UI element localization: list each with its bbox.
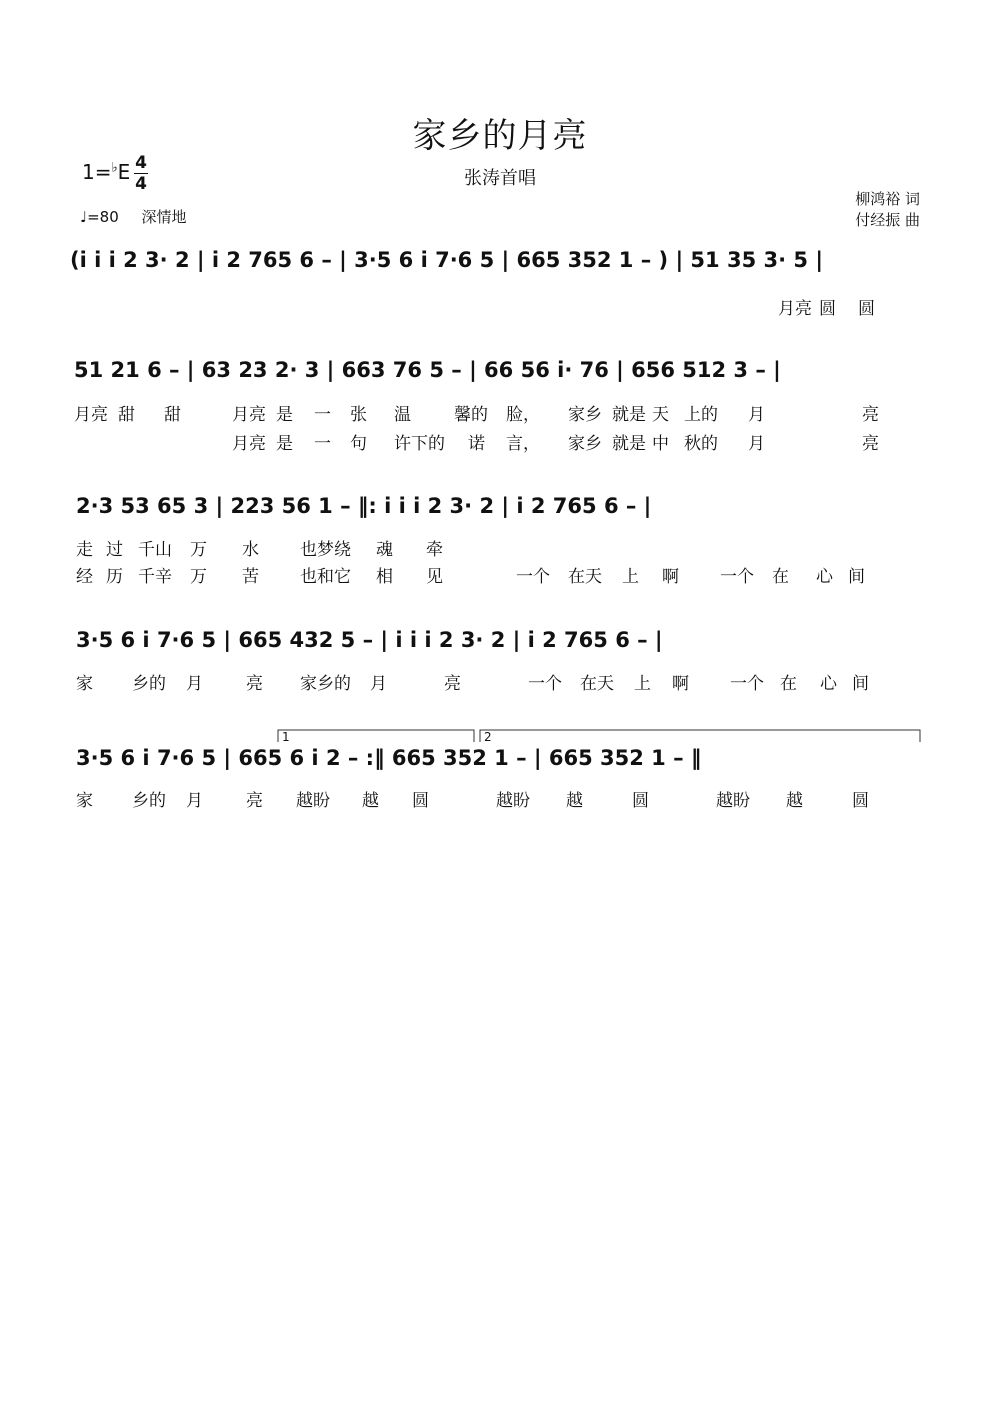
lyric: 一个	[528, 674, 562, 694]
lyric: 越	[786, 791, 803, 811]
tempo-value: =80	[87, 208, 119, 226]
lyric: 在	[780, 674, 797, 694]
lyric: 见	[426, 567, 443, 587]
lyric: 过	[106, 540, 123, 560]
lyric: 圆	[852, 791, 869, 811]
lyric: 越	[362, 791, 379, 811]
lyric: 千辛	[138, 567, 172, 587]
lyric: 走	[76, 540, 93, 560]
lyric: 许下的	[394, 434, 445, 454]
lyric: 上的	[684, 405, 718, 425]
expression-marking: 深情地	[141, 208, 187, 226]
lyric: 亮	[444, 674, 461, 694]
volta-1-bracket	[278, 730, 474, 742]
lyric: 越盼	[296, 791, 330, 811]
lyric: 诺	[468, 434, 485, 454]
quarter-note-icon: ♩	[80, 208, 88, 226]
lyric: 月亮	[778, 299, 812, 319]
lyricist-credit: 柳鸿裕 词	[855, 190, 920, 208]
system-5-notes: 3·5 6 i 7·6 5 | 665 6 i 2 – :‖ 665 352 1 – | 665 352 1 – ‖	[76, 746, 702, 770]
volta-2-label: 2	[484, 730, 492, 744]
lyric: 苦	[242, 567, 259, 587]
lyric: 月亮	[74, 405, 108, 425]
lyric: 温	[394, 405, 411, 425]
lyric: 心	[816, 567, 833, 587]
lyric: 历	[106, 567, 123, 587]
lyric: 张	[350, 405, 367, 425]
lyric: 甜	[164, 405, 181, 425]
lyric: 圆	[858, 299, 875, 319]
lyric: 亮	[246, 791, 263, 811]
lyric: 千山	[138, 540, 172, 560]
lyric: 万	[190, 540, 207, 560]
system-1-notes: (i i i 2 3· 2 | i 2 765 6 – | 3·5 6 i 7·6 5 | 665 352 1 – ) | 51 35 3· 5 |	[70, 248, 823, 272]
lyric: 圆	[819, 299, 836, 319]
lyric: 一个	[720, 567, 754, 587]
lyric: 馨的	[454, 405, 488, 425]
lyric: 上	[622, 567, 639, 587]
lyric: 乡的	[132, 674, 166, 694]
lyric: 一个	[516, 567, 550, 587]
lyric: 月	[748, 434, 765, 454]
lyric: 啊	[672, 674, 689, 694]
lyric: 是	[276, 405, 293, 425]
lyric: 牵	[426, 540, 443, 560]
system-2-notes: 51 21 6 – | 63 23 2· 3 | 663 76 5 – | 66 56 i· 76 | 656 512 3 – |	[74, 358, 781, 382]
lyric: 乡的	[132, 791, 166, 811]
lyric: 天	[652, 405, 669, 425]
lyric: 脸，	[506, 405, 540, 425]
lyric: 家	[76, 791, 93, 811]
lyric: 家乡的	[300, 674, 351, 694]
time-denominator: 4	[135, 174, 147, 194]
lyric: 也梦绕	[300, 540, 351, 560]
lyric: 是	[276, 434, 293, 454]
song-title: 家乡的月亮	[412, 116, 588, 156]
lyric: 圆	[412, 791, 429, 811]
lyric: 中	[652, 434, 669, 454]
volta-2-bracket	[480, 730, 920, 742]
lyric: 在天	[568, 567, 602, 587]
lyric: 秋的	[684, 434, 718, 454]
lyric: 亮	[246, 674, 263, 694]
lyric: 月亮	[232, 405, 266, 425]
lyric: 魂	[376, 540, 393, 560]
key-label: 1=	[82, 160, 112, 184]
singer-credit: 张涛首唱	[464, 168, 536, 189]
volta-1-label: 1	[282, 730, 290, 744]
lyric: 圆	[632, 791, 649, 811]
lyric: 水	[242, 540, 259, 560]
lyric: 月	[748, 405, 765, 425]
lyric: 在	[772, 567, 789, 587]
lyric: 句	[350, 434, 367, 454]
lyric: 在天	[580, 674, 614, 694]
lyric: 啊	[662, 567, 679, 587]
lyric: 也和它	[300, 567, 351, 587]
lyric: 就是	[612, 405, 646, 425]
lyric: 一个	[730, 674, 764, 694]
system-3-notes: 2·3 53 65 3 | 223 56 1 – ‖: i i i 2 3· 2 | i 2 765 6 – |	[76, 494, 652, 518]
lyric: 月	[370, 674, 387, 694]
lyric: 越盼	[716, 791, 750, 811]
lyric: 一	[314, 405, 331, 425]
lyric: 言，	[506, 434, 540, 454]
lyric: 亮	[862, 434, 879, 454]
lyric: 间	[848, 567, 865, 587]
lyric: 甜	[118, 405, 135, 425]
system-4-notes: 3·5 6 i 7·6 5 | 665 432 5 – | i i i 2 3· 2 | i 2 765 6 – |	[76, 628, 663, 652]
lyric: 经	[76, 567, 93, 587]
lyric: 月	[186, 791, 203, 811]
composer-credit: 付经振 曲	[855, 211, 920, 229]
key-letter: E	[117, 160, 131, 184]
lyric: 月亮	[232, 434, 266, 454]
flat-sign: ♭	[111, 160, 118, 176]
lyric: 家乡	[568, 405, 602, 425]
lyric: 亮	[862, 405, 879, 425]
time-numerator: 4	[135, 153, 147, 173]
lyric: 相	[376, 567, 393, 587]
lyric: 越盼	[496, 791, 530, 811]
lyric: 月	[186, 674, 203, 694]
lyric: 一	[314, 434, 331, 454]
lyric: 上	[634, 674, 651, 694]
lyric: 心	[820, 674, 837, 694]
lyric: 越	[566, 791, 583, 811]
lyric: 家	[76, 674, 93, 694]
lyric: 万	[190, 567, 207, 587]
lyric: 就是	[612, 434, 646, 454]
lyric: 家乡	[568, 434, 602, 454]
lyric: 间	[852, 674, 869, 694]
